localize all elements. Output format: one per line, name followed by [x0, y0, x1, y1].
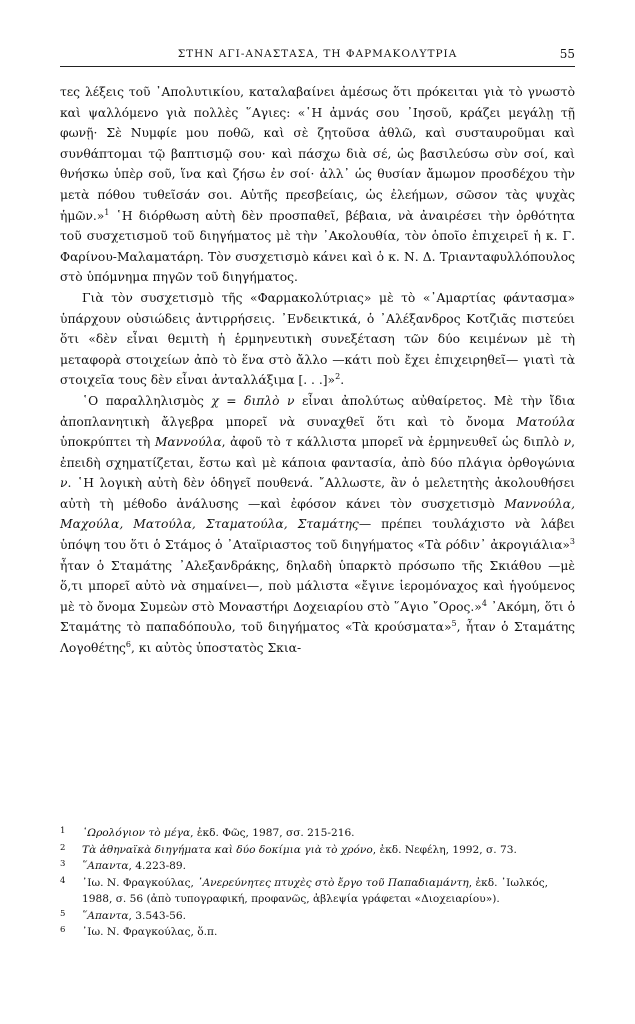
running-header [60, 48, 575, 67]
footnote-number: 2 [60, 842, 66, 853]
text-run: κάλλιστα μπορεῖ νὰ ἑρμηνευθεῖ ὡς διπλὸ [292, 435, 564, 450]
footnotes [60, 825, 575, 941]
footnote-title: ᾿Ανερεύνητες πτυχὲς στὸ ἔργο τοῦ Παπαδιαμάντη [197, 876, 469, 889]
footnote-ref-2: 2 [335, 372, 341, 382]
text-run: εἶναι ἀπολύτως αὐθαίρετος. Μὲ τὴν ἴδια ἀποπλανητικὴ ἄλγεβρα μπορεῖ νὰ συναχθεῖ ὅτι καὶ τὸ ὄνομα [60, 393, 575, 429]
footnote-text: , ἐκδ. Νεφέλη, 1992, σ. 73. [372, 843, 517, 856]
running-title: ΣΤΗΝ ΑΓΙ-ΑΝΑΣΤΑΣΑ, ΤΗ ΦΑΡΜΑΚΟΛΥΤΡΙΑ [177, 48, 458, 60]
paragraph-1-text-a: τες λέξεις τοῦ ᾿Απολυτικίου, καταλαβαίνει ἀμέσως ὅτι πρόκειται γιὰ τὸ γνωστὸ καὶ ψαλλόμενο γιὰ πολλὲς ῞Αγιες: «῾Η ἀμνάς σου ᾿Ιησοῦ, κράζει μεγάλῃ τῇ φωνῇ· Σὲ Νυμφίε μου ποθῶ, καὶ σὲ ζητοῦσα ἀθλῶ, καὶ συσταυροῦμαι καὶ συνθάπτομαι τῷ βαπτισμῷ σου· καὶ πάσχω διὰ σέ, ὡς βασιλεύσω σὺν σοί, καὶ θνήσκω ὑπὲρ σοῦ, ἵνα καὶ ζήσω ἐν σοί· ἀλλ᾿ ὡς θυσίαν ἄμωμον προσδέχου τὴν μετὰ πόθου τυθεῖσάν σοι. Αὐτῆς πρεσβείαις, ὡς ἐλεήμων, σῶσον τὰς ψυχὰς ἡμῶν.» [60, 85, 575, 223]
footnote-text: , ἐκδ. Φῶς, 1987, σσ. 215-216. [190, 827, 355, 839]
footnote-author: ᾿Ιω. Ν. Φραγκούλας, [82, 876, 198, 889]
paragraph-2-text: Γιὰ τὸν συσχετισμὸ τῆς «Φαρμακολύτριας» μὲ τὸ «᾿Αμαρτίας φάντασμα» ὑπάρχουν οὐσιώδεις ἀντιρρήσεις. ᾿Ενδεικτικά, ὁ ᾿Αλέξανδρος Κοτζιᾶς πιστεύει ὅτι «δὲν εἶναι θεμιτὴ ἡ ἑρμηνευτικὴ συνεξέταση τῶν δύο κειμένων μὲ τὴ μεταφορὰ στοιχείων ἀπὸ τὸ ἕνα στὸ ἄλλο —κάτι ποὺ ἔχει ἐπιχειρηθεῖ— γιατὶ τὰ στοιχεῖα τους δὲν εἶναι ἀνταλλάξιμα [. . .]» [60, 290, 575, 388]
text-run: , κι αὐτὸς ὑποστατὸς Σκια- [130, 641, 302, 656]
footnote-number: 4 [60, 875, 66, 886]
footnote-ref-4: 4 [481, 598, 487, 608]
italic-run: ν [60, 476, 68, 491]
italic-run: τ [285, 435, 293, 450]
footnote-ref-1: 1 [104, 207, 110, 217]
text-run: ὑποκρύπτει τὴ [60, 435, 155, 450]
footnote-number: 5 [60, 908, 66, 919]
italic-run: χ = διπλὸ ν [211, 393, 295, 408]
italic-run: ν [563, 435, 572, 450]
footnote [60, 924, 575, 941]
text-run: , ἀφοῦ τὸ [221, 435, 286, 450]
text-run: . ῾Η λογικὴ αὐτὴ δὲν ὁδηγεῖ πουθενά. ῎Αλλωστε, ἂν ὁ μελετητὴς ἀκολουθήσει αὐτὴ τὴ μέθοδο ἀνάλυσης —καὶ ἐφόσον κάνει τὸν συσχετισμὸ [60, 476, 575, 511]
italic-run: Μαννούλα [154, 435, 222, 450]
text-run: , ἐπειδὴ σχηματίζεται, ἔστω καὶ μὲ κάποια φαντασία, ἀπὸ δύο πλάγια ὀρθογώνια [60, 435, 575, 470]
paragraph-3 [60, 391, 575, 659]
text-run: ῾Ο παραλληλισμὸς [82, 393, 212, 408]
text-run: ᾿Ακόμη, ὅτι ὁ Σταμάτης τὸ παπαδόπουλο, τοῦ διηγήματος «Τὰ κρούσματα» [60, 599, 576, 635]
footnote-title: ῾Ωρολόγιον τὸ μέγα [82, 827, 191, 839]
footnote-ref-6: 6 [125, 639, 131, 649]
footnote [60, 908, 575, 925]
footnote-number: 1 [60, 826, 66, 836]
paragraph-1 [60, 82, 575, 288]
italic-run: Ματούλα [516, 414, 575, 429]
footnote-text: ᾿Ιω. Ν. Φραγκούλας, ὅ.π. [82, 926, 218, 938]
footnote-ref-5: 5 [451, 619, 457, 629]
paragraph-1-text-b: ῾Η διόρθωση αὐτὴ δὲν προσπαθεῖ, βέβαια, νὰ ἀναιρέσει τὴν ὀρθότητα τοῦ συσχετισμοῦ τοῦ διηγήματος μὲ τὴν ᾿Ακολουθία, τὸν ὁποῖο ἐπιχειρεῖ ἡ κ. Γ. Φαρίνου-Μαλαματάρη. Τὸν συσχετισμὸ κάνει καὶ ὁ κ. Ν. Δ. Τριανταφυλλόπουλος στὸ ὑπόμνημα πηγῶν τοῦ διηγήματος. [60, 208, 575, 285]
text-run: — πρέπει τουλάχιστο νὰ λάβει ὑπόψη του ὅτι ὁ Στάμος ὁ ᾿Αταϊριαστος τοῦ διηγήματος «Τὰ ρόδιν᾿ ἀκρογιάλια» [60, 517, 576, 553]
footnote-title: ῞Απαντα [82, 860, 129, 872]
footnote-number: 6 [60, 925, 66, 935]
main-text [60, 82, 575, 659]
footnote [60, 825, 575, 842]
footnote-number: 3 [60, 859, 66, 869]
footnote [60, 842, 575, 859]
page-number: 55 [559, 47, 575, 61]
footnote-title: ῞Απαντα [82, 909, 129, 922]
italic-run: Μαννούλα, Μαχούλα, Ματούλα, Σταματούλα, Σταμάτης [60, 496, 575, 532]
footnote [60, 875, 575, 908]
text-run: ἦταν ὁ Σταμάτης ᾿Αλεξανδράκης, δηλαδὴ ὑπαρκτὸ πρόσωπο τῆς Σκιάθου —μὲ ὅ,τι μπορεῖ αὐτὸ νὰ σημαίνει—, ποὺ μάλιστα «ἔγινε ἱερομόναχος καὶ ἡγούμενος μὲ τὸ ὄνομα Συμεὼν στὸ Μοναστήρι Δοχειαρίου στὸ ῞Αγιο ῎Ορος.» [60, 558, 575, 614]
paragraph-2 [60, 288, 575, 391]
footnote-text: , ἐκδ. ᾿Ιωλκός, 1988, σ. 56 (ἀπὸ τυπογραφική, προφανῶς, ἀβλεψία γράφεται «Διοχειαρίου»). [82, 876, 549, 905]
footnote [60, 858, 575, 875]
footnote-text: , 3.543-56. [128, 909, 187, 922]
paragraph-2-end: . [340, 373, 345, 388]
text-run: , ἦταν ὁ Σταμάτης Λογοθέτης [60, 620, 575, 656]
footnote-ref-3: 3 [569, 536, 575, 546]
footnote-text: , 4.223-89. [128, 860, 187, 872]
footnote-title: Τὰ ἀθηναϊκὰ διηγήματα καὶ δύο δοκίμια γιὰ τὸ χρόνο [82, 843, 373, 856]
